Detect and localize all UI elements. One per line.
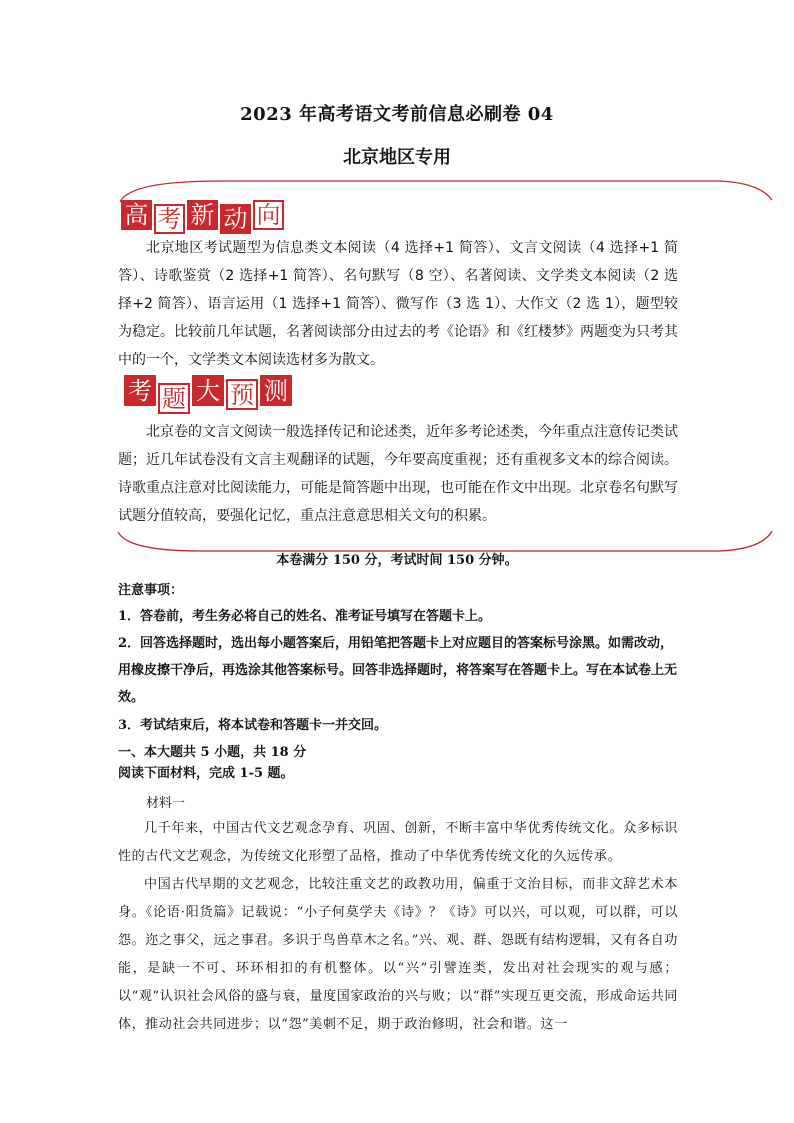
notes-title: 注意事项： xyxy=(118,583,184,598)
page-title: 2023 年高考语文考前信息必刷卷 04 xyxy=(240,104,554,125)
material-paragraph: 中国古代早期的文艺观念，比较注重文艺的政教功用，偏重于文治目标，而非文辞艺术本身。《论语·阳货篇》记载说：“小子何莫学夫《诗》？《诗》可以兴，可以观，可以群，可以怨。迩之事父，远之事君。多识于鸟兽草木之名。”兴、观、群、怨既有结构逻辑，又有各自功能，是缺一不可、环环相扣的有机整体。以“兴”引譬连类，发出对社会现实的观与感；以“观”认识社会风俗的盛与衰，量度国家政治的兴与败；以“群”实现互更交流，形成命运共同体，推动社会共同进步；以“怨”美刺不足，期于政治修明，社会和谐。这一 xyxy=(118,877,678,1032)
page-subtitle: 北京地区专用 xyxy=(343,147,451,168)
forecast-banner-char: 测 xyxy=(260,375,292,406)
material-paragraph: 几千年来，中国古代文艺观念孕育、巩固、创新，不断丰富中华优秀传统文化。众多标识性的古代文艺观念，为传统文化形塑了品格，推动了中华优秀传统文化的久远传承。 xyxy=(118,821,678,864)
note-item: 3．考试结束后，将本试卷和答题卡一并交回。 xyxy=(118,718,388,733)
section-title: 一、本大题共 5 小题，共 18 分 xyxy=(118,745,307,760)
trend-banner xyxy=(121,200,284,234)
forecast-banner xyxy=(124,375,292,414)
forecast-banner-char: 考 xyxy=(124,375,156,406)
forecast-banner-char: 预 xyxy=(226,379,258,410)
forecast-banner-char: 大 xyxy=(192,375,224,406)
frame-top-curve xyxy=(120,181,772,202)
frame-bottom-curve xyxy=(118,531,772,551)
trend-paragraph: 北京地区考试题型为信息类文本阅读（4 选择+1 简答）、文言文阅读（4 选择+1 简答）、诗歌鉴赏（2 选择+1 简答）、名句默写（8 空）、名著阅读、文学类文本阅读（2 选择+2 简答）、语言运用（1 选择+1 简答）、微写作（3 选 1）、大作文（2 选 1），题型较为稳定。比较前几年试题，名著阅读部分由过去的考《论语》和《红楼梦》两题变为只考其中的一个，文学类文本阅读选材多为散文。 xyxy=(118,240,678,368)
score-line: 本卷满分 150 分，考试时间 150 分钟。 xyxy=(276,553,518,568)
note-item: 1．答卷前，考生务必将自己的姓名、准考证号填写在答题卡上。 xyxy=(118,609,492,624)
trend-banner-char: 考 xyxy=(154,204,185,234)
note-item: 2．回答选择题时，选出每小题答案后，用铅笔把答题卡上对应题目的答案标号涂黑。如需改动，用橡皮擦干净后，再选涂其他答案标号。回答非选择题时，将答案写在答题卡上。写在本试卷上无效。 xyxy=(118,636,678,705)
material-label: 材料一 xyxy=(146,796,186,811)
forecast-paragraph: 北京卷的文言文阅读一般选择传记和论述类，近年多考论述类，今年重点注意传记类试题；近几年试卷没有文言主观翻译的试题，今年要高度重视；还有重视多文本的综合阅读。诗歌重点注意对比阅读能力，可能是简答题中出现，也可能在作文中出现。北京卷名句默写试题分值较高，要强化记忆，重点注意意思相关文句的积累。 xyxy=(118,424,678,524)
trend-banner-char: 向 xyxy=(253,200,284,230)
forecast-banner-char: 题 xyxy=(158,383,190,414)
trend-banner-char: 新 xyxy=(187,200,218,230)
trend-banner-char: 动 xyxy=(220,204,251,234)
trend-banner-char: 高 xyxy=(121,200,152,230)
reading-instruction: 阅读下面材料，完成 1-5 题。 xyxy=(118,766,294,781)
